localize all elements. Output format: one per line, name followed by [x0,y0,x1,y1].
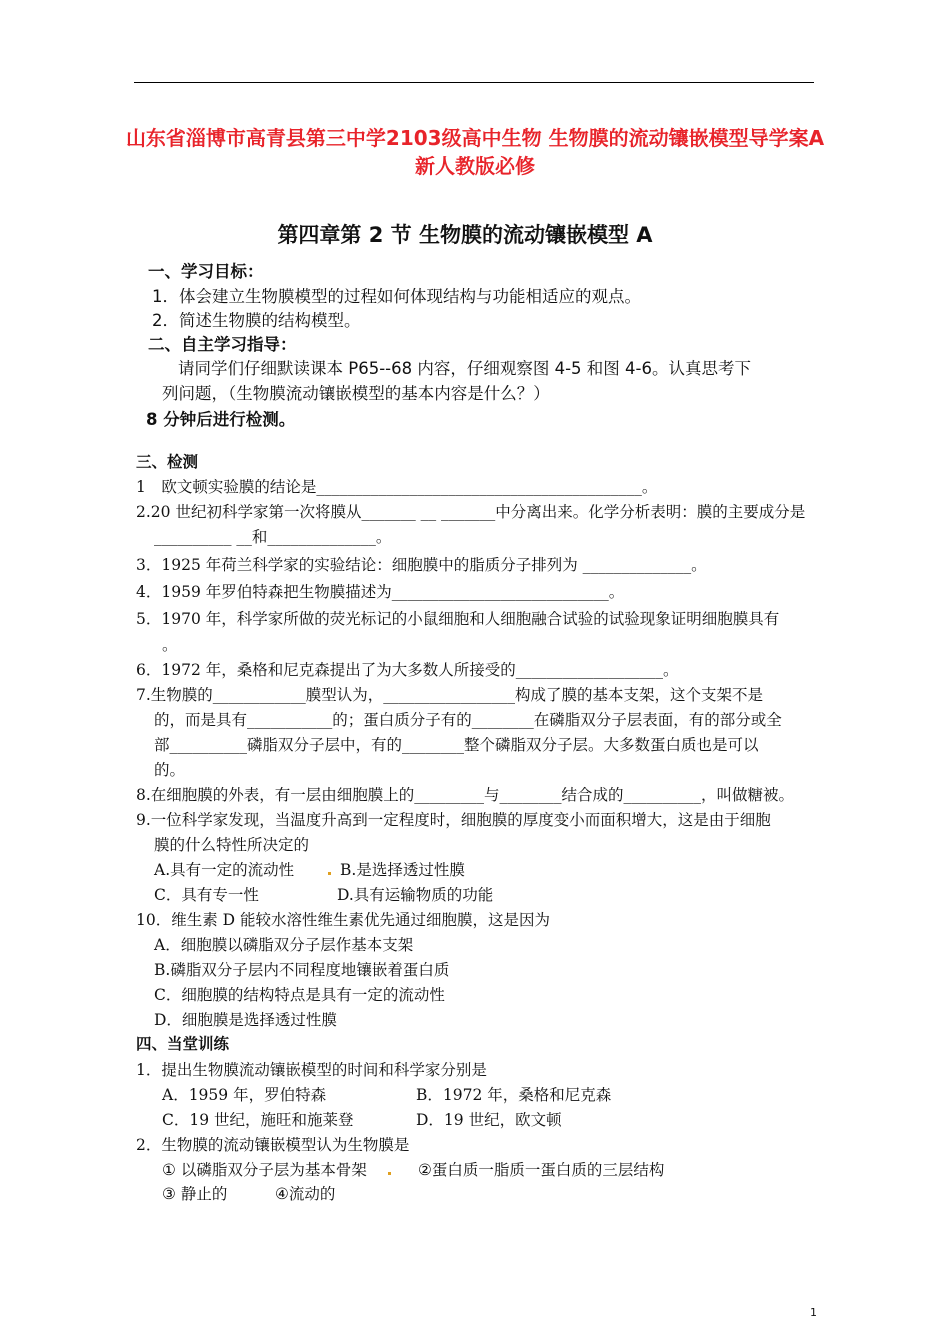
document-title: 山东省淄博市高青县第三中学2103级高中生物 生物膜的流动镶嵌模型导学案A 新人教版必修 [125,126,825,178]
stray-dot [388,1172,391,1175]
question-2-line-2: __________ __和______________。 [154,528,392,546]
chapter-title: 第四章第 2 节 生物膜的流动镶嵌模型 A [277,223,653,247]
objective-item-2: 2．简述生物膜的结构模型。 [152,311,361,330]
practice-1-option-b: B．1972 年，桑格和尼克森 [416,1086,612,1104]
section-heading-self-study: 二、自主学习指导： [148,335,297,354]
question-5-line-2: 。 [162,636,178,654]
objective-item-1: 1．体会建立生物膜模型的过程如何体现结构与功能相适应的观点。 [152,287,641,306]
page-number: 1 [810,1306,817,1319]
practice-1-option-c: C．19 世纪，施旺和施莱登 [162,1111,354,1129]
question-7-line-3: 部__________磷脂双分子层中，有的________整个磷脂双分子层。大多数蛋白质也是可以 [154,736,759,754]
question-10: 10．维生素 D 能较水溶性维生素优先通过细胞膜，这是因为 [136,911,551,929]
question-5-line-1: 5．1970 年，科学家所做的荧光标记的小鼠细胞和人细胞融合试验的试验现象证明细胞膜具有 [136,610,780,628]
practice-2-option-1: ① 以磷脂双分子层为基本骨架 [162,1161,367,1179]
question-9-option-c: C．具有专一性 [154,886,259,904]
section-heading-test: 三、检测 [136,453,199,471]
question-9-option-d: D.具有运输物质的功能 [337,886,494,904]
question-7-line-1: 7.生物膜的____________膜型认为，_________________构成了膜的基本支架，这个支架不是 [136,686,764,704]
question-9-line-1: 9.一位科学家发现，当温度升高到一定程度时，细胞膜的厚度变小而面积增大，这是由于细胞 [136,811,771,829]
practice-1-option-a: A．1959 年，罗伯特森 [162,1086,327,1104]
practice-2-option-3: ③ 静止的 [162,1185,228,1203]
question-4: 4．1959 年罗伯特森把生物膜描述为____________________________。 [136,583,625,601]
stray-dot [328,872,331,875]
self-study-line-1: 请同学们仔细默读课本 P65--68 内容，仔细观察图 4-5 和图 4-6。认真思考下 [178,359,751,378]
practice-1: 1．提出生物膜流动镶嵌模型的时间和科学家分别是 [136,1061,487,1079]
question-1: 1 欧文顿实验膜的结论是__________________________________________。 [136,478,658,496]
question-9-option-a: A.具有一定的流动性 [154,861,295,879]
practice-1-option-d: D．19 世纪，欧文顿 [416,1111,562,1129]
practice-2-option-2: ②蛋白质一脂质一蛋白质的三层结构 [418,1161,665,1179]
question-10-option-d: D．细胞膜是选择透过性膜 [154,1011,337,1029]
question-7-line-2: 的，而是具有___________的；蛋白质分子有的________在磷脂双分子层表面，有的部分或全 [154,711,782,729]
question-2-line-1: 2.20 世纪初科学家第一次将膜从_______ __ _______中分离出来。化学分析表明：膜的主要成分是 [136,503,806,521]
question-10-option-c: C．细胞膜的结构特点是具有一定的流动性 [154,986,445,1004]
section-heading-objectives: 一、学习目标： [148,262,264,281]
question-10-option-a: A．细胞膜以磷脂双分子层作基本支架 [154,936,414,954]
self-study-note: 8 分钟后进行检测。 [146,410,296,429]
question-8: 8.在细胞膜的外表，有一层由细胞膜上的_________与________结合成的__________，叫做糖被。 [136,786,795,804]
practice-2: 2．生物膜的流动镶嵌模型认为生物膜是 [136,1136,410,1154]
question-6: 6．1972 年，桑格和尼克森提出了为大多数人所接受的___________________。 [136,661,679,679]
question-3: 3．1925 年荷兰科学家的实验结论：细胞膜中的脂质分子排列为 ______________。 [136,556,707,574]
question-9-line-2: 膜的什么特性所决定的 [154,836,310,854]
self-study-line-2: 列问题，（生物膜流动镶嵌模型的基本内容是什么？） [162,384,550,403]
top-rule [134,82,814,83]
question-7-line-4: 的。 [154,761,186,779]
question-10-option-b: B.磷脂双分子层内不同程度地镶嵌着蛋白质 [154,961,450,979]
question-9-option-b: B.是选择透过性膜 [340,861,465,879]
practice-2-option-4: ④流动的 [275,1185,336,1203]
section-heading-practice: 四、当堂训练 [136,1035,230,1053]
